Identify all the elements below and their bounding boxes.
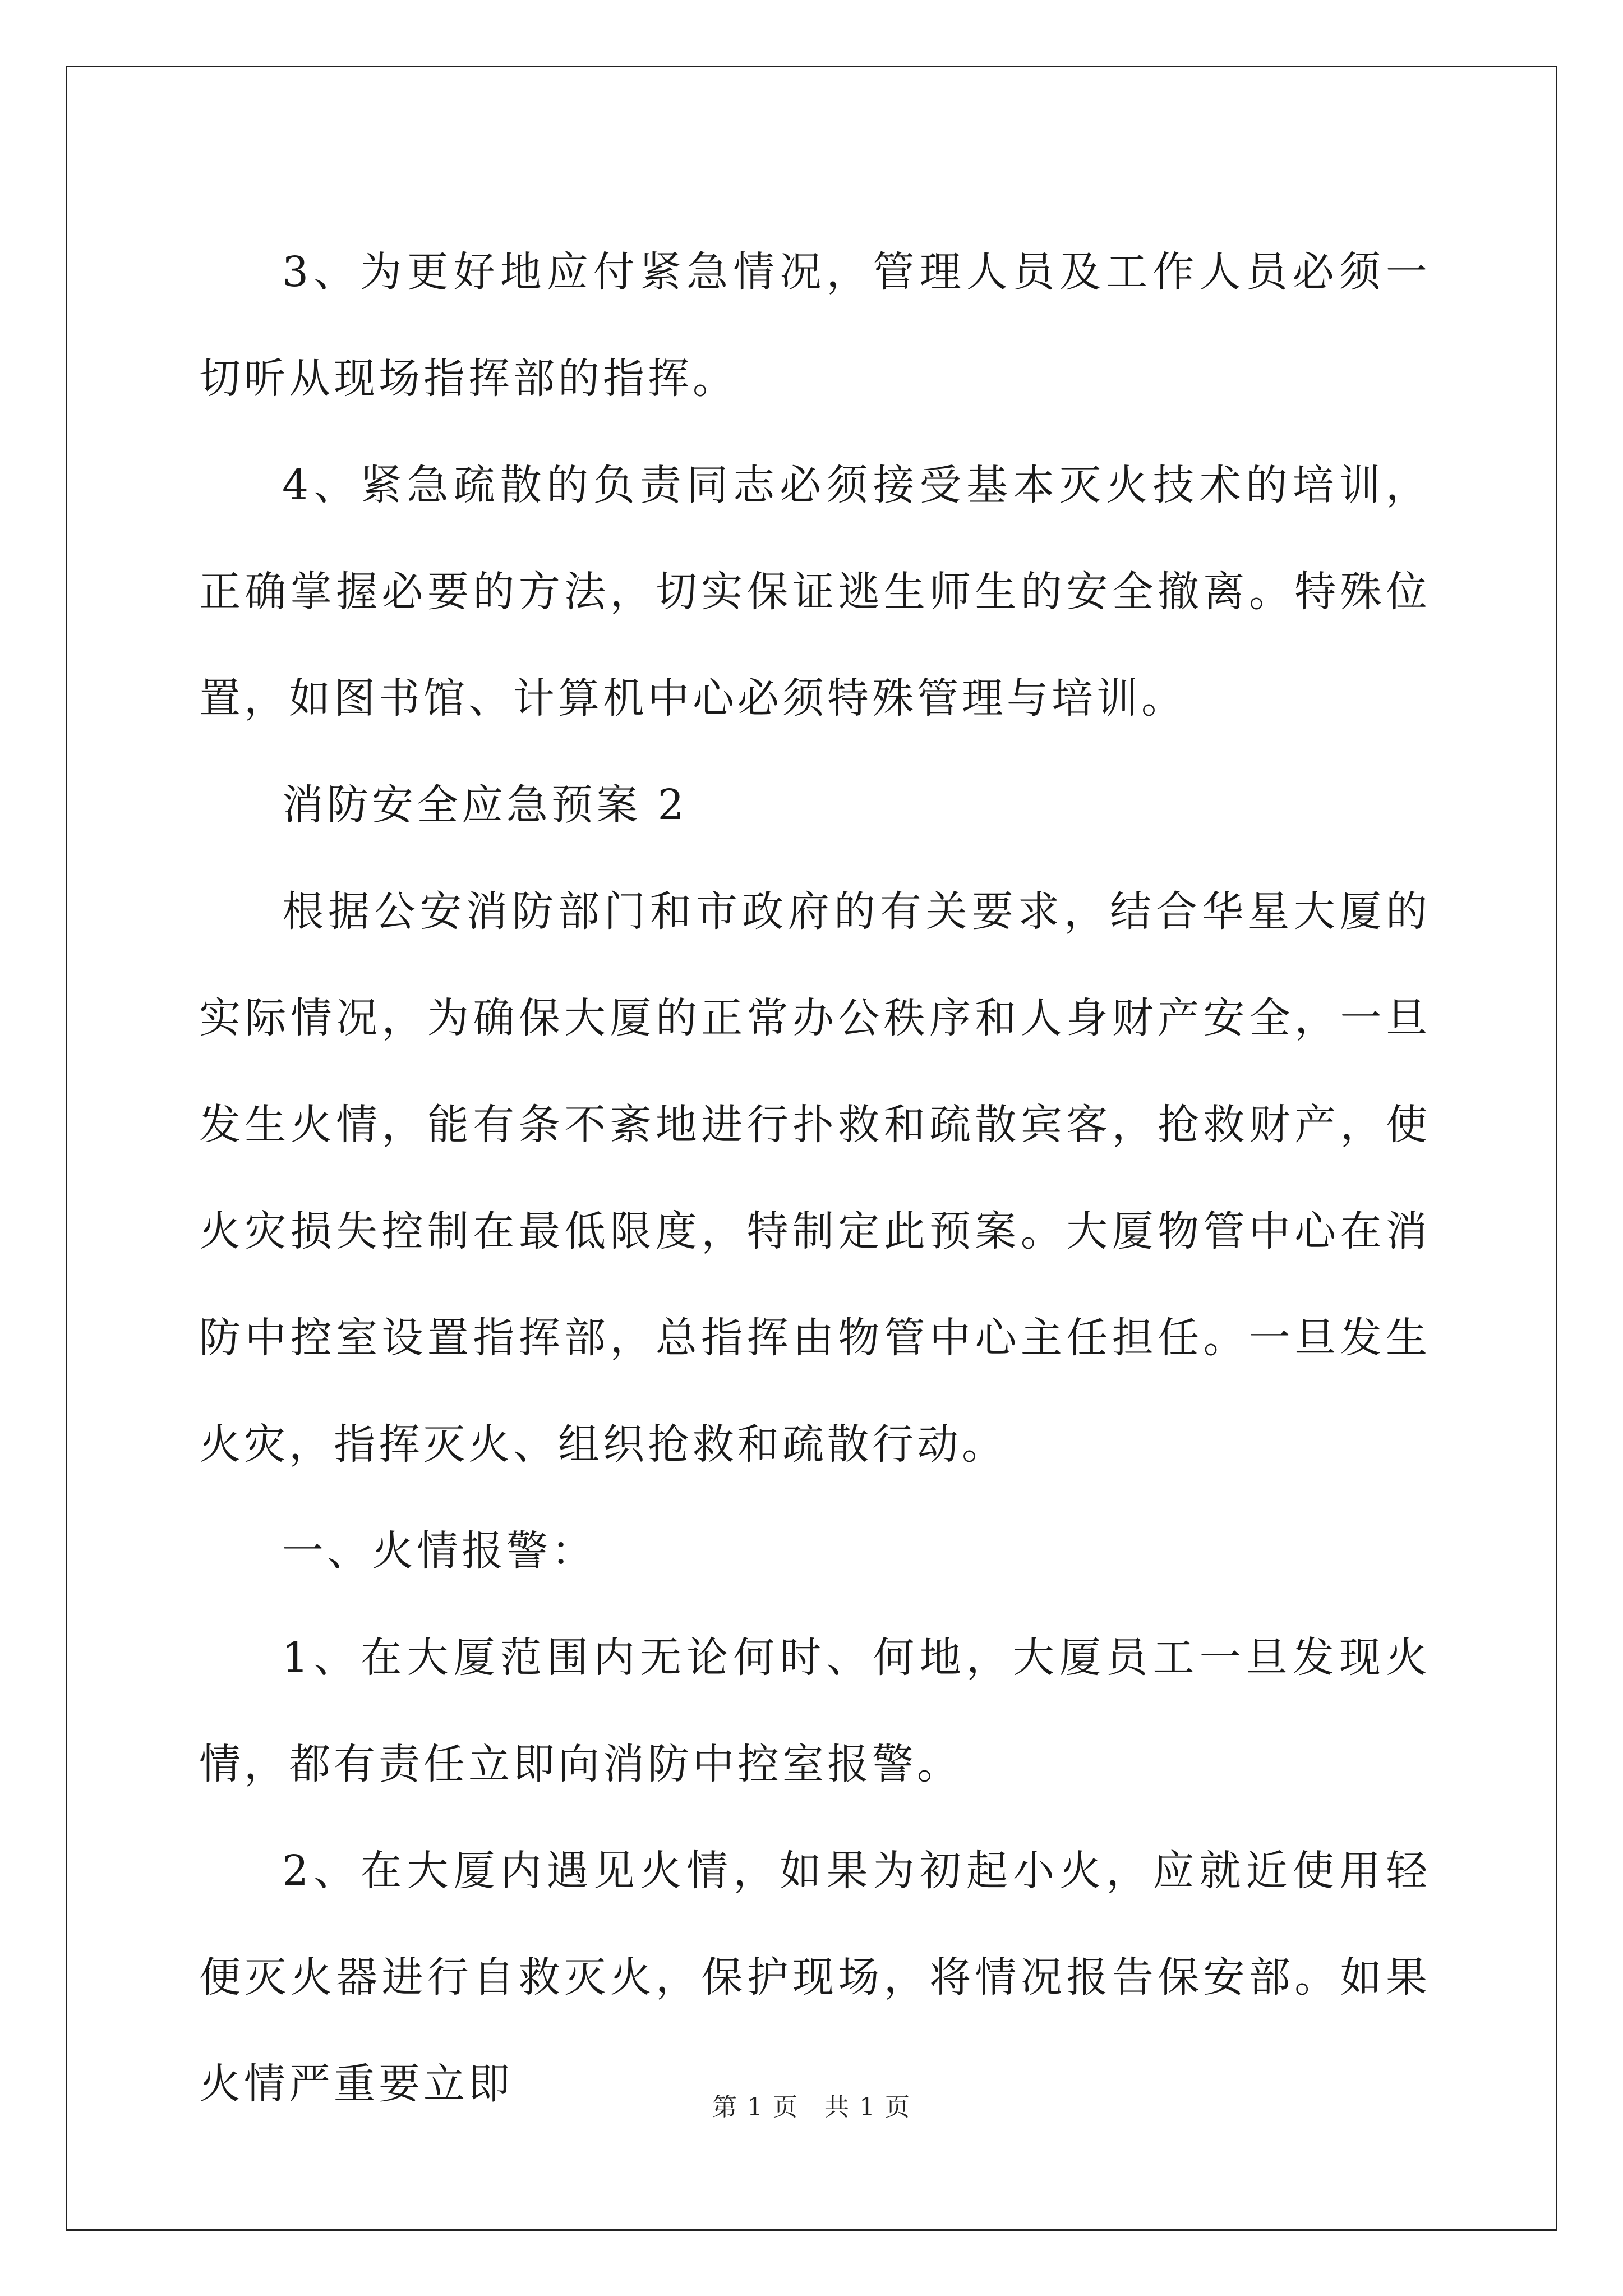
section-title: 消防安全应急预案 2 (282, 781, 688, 829)
paragraph-intro: 根据公安消防部门和市政府的有关要求，结合华星大厦的实际情况，为确保大厦的正常办公秩序和人身财产安全，一旦发生火情，能有条不紊地进行扑救和疏散宾客，抢救财产，使火灾损失控制在最低限度，特制定此预案。大厦物管中心在消防中控室设置指挥部，总指挥由物管中心主任担任。一旦发生火灾，指挥灭火、组织抢救和疏散行动。 (199, 887, 1431, 1469)
paragraph-item-1: 1、在大厦范围内无论何时、何地，大厦员工一旦发现火情，都有责任立即向消防中控室报警。 (199, 1634, 1431, 1788)
paragraph-item-4: 4、紧急疏散的负责同志必须接受基本灭火技术的培训，正确掌握必要的方法，切实保证逃生师生的安全撤离。特殊位置，如图书馆、计算机中心必须特殊管理与培训。 (199, 461, 1431, 723)
subsection-title: 一、火情报警： (282, 1527, 596, 1575)
page-number-footer: 第 1 页 共 1 页 (712, 2093, 911, 2122)
document-body (199, 219, 1431, 2137)
paragraph-item-3: 3、为更好地应付紧急情况，管理人员及工作人员必须一切听从现场指挥部的指挥。 (199, 248, 1431, 403)
paragraph-item-2: 2、在大厦内遇见火情，如果为初起小火，应就近使用轻便灭火器进行自救灭火，保护现场，将情况报告保安部。如果火情严重要立即 (199, 1847, 1431, 2108)
